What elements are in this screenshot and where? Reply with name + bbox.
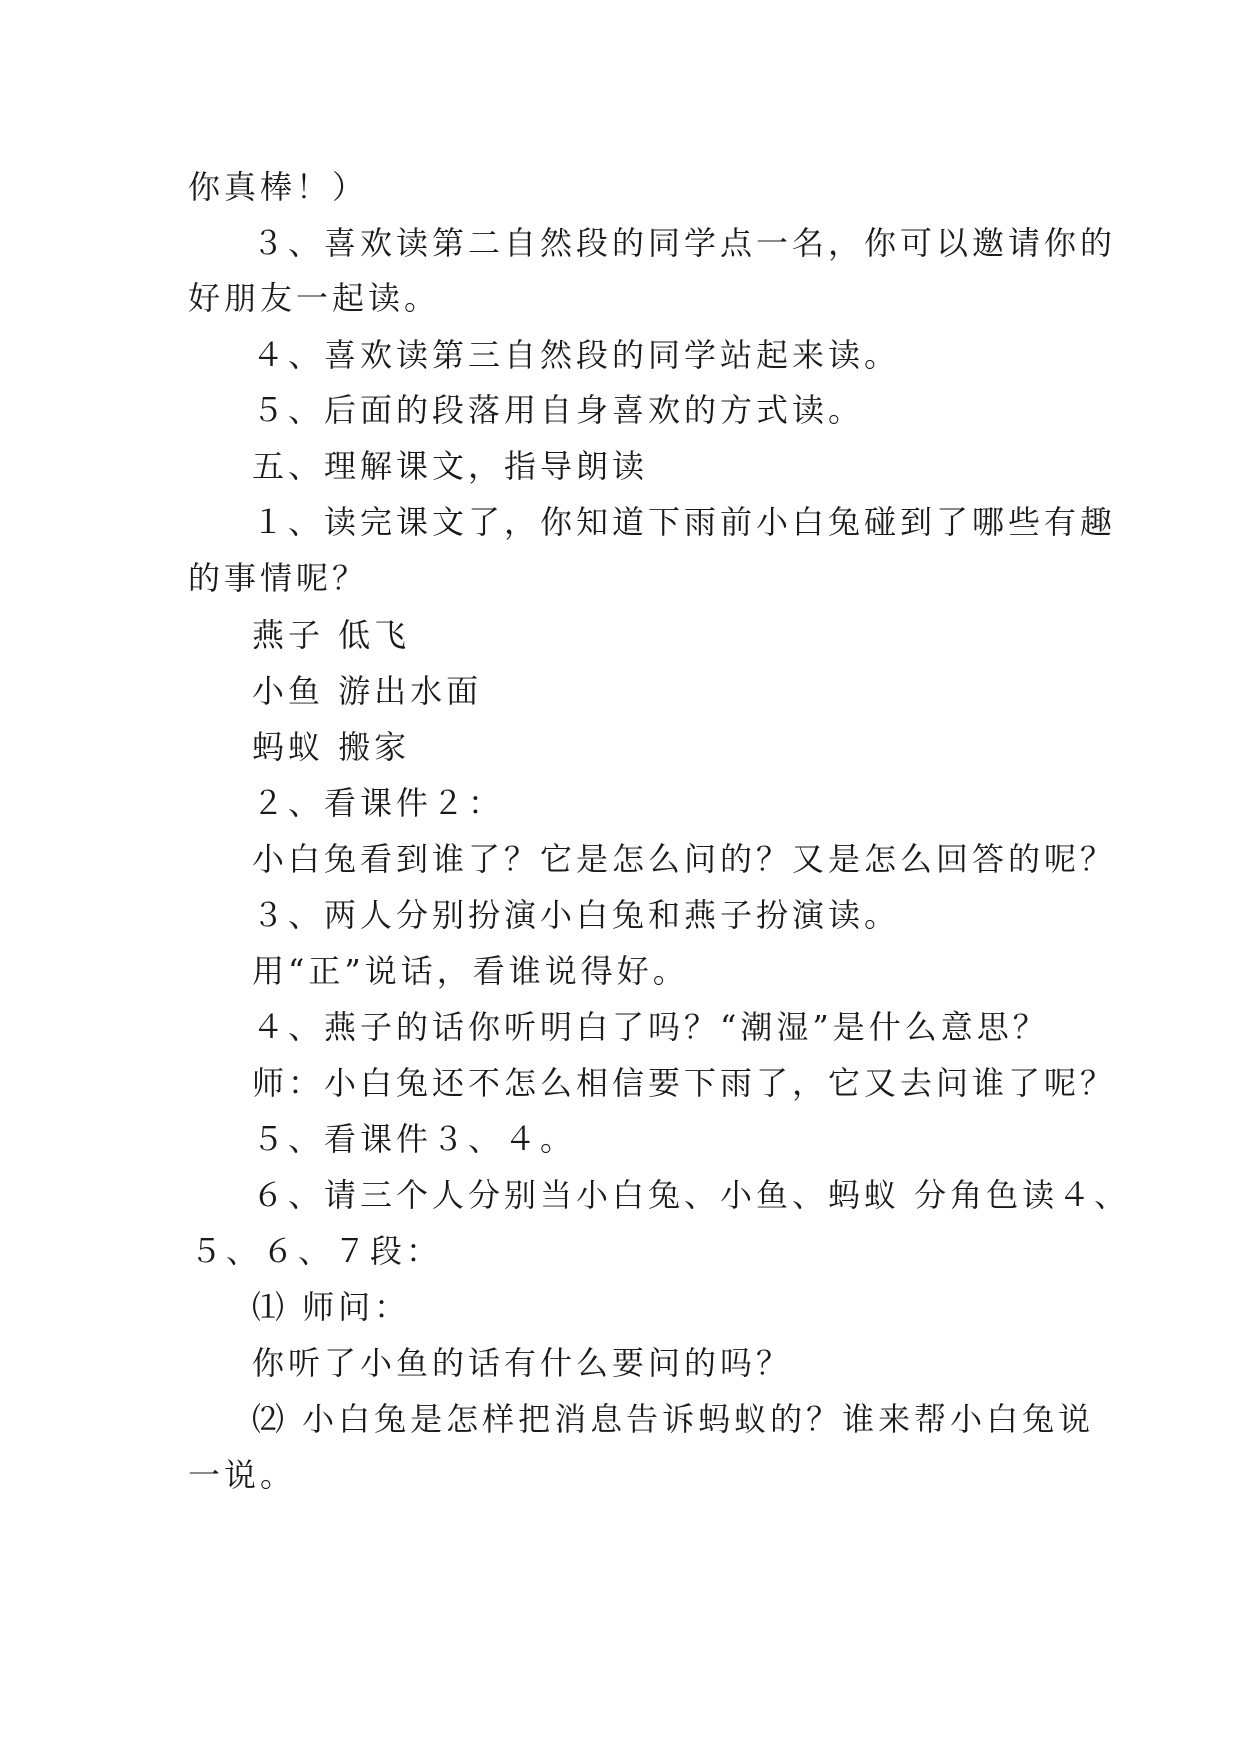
section-heading: 五、理解课文，指导朗读 — [252, 447, 649, 485]
text-line-23: ⑵ 小白兔是怎样把消息告诉蚂蚁的？谁来帮小白兔说 — [252, 1400, 1095, 1438]
text-line-13: 小白兔看到谁了？它是怎么问的？又是怎么回答的呢？ — [252, 840, 1117, 878]
text-line-22: 你听了小鱼的话有什么要问的吗？ — [252, 1344, 793, 1382]
text-line-24: 一说。 — [188, 1456, 297, 1494]
text-line-4: ４、喜欢读第三自然段的同学站起来读。 — [252, 336, 901, 374]
text-line-20: ５、６、７段： — [190, 1232, 443, 1270]
text-line-19: ６、请三个人分别当小白兔、小鱼、蚂蚁 分角色读４、 — [252, 1176, 1131, 1214]
text-line-8: 的事情呢？ — [188, 559, 369, 597]
text-line-18: ５、看课件３、４。 — [252, 1120, 577, 1158]
text-line-9: 燕子 低飞 — [252, 616, 411, 654]
text-line-16: ４、燕子的话你听明白了吗？“潮湿”是什么意思？ — [252, 1008, 1049, 1046]
text-line-2: ３、喜欢读第二自然段的同学点一名，你可以邀请你的 — [252, 224, 1117, 262]
text-line-5: ５、后面的段落用自身喜欢的方式读。 — [252, 391, 865, 429]
text-line-12: ２、看课件２： — [252, 784, 505, 822]
text-line-1: 你真棒！） — [188, 168, 369, 206]
text-line-21: ⑴ 师问： — [252, 1288, 411, 1326]
text-line-11: 蚂蚁 搬家 — [252, 728, 411, 766]
text-line-15: 用“正”说话，看谁说得好。 — [252, 952, 689, 990]
text-line-7: １、读完课文了，你知道下雨前小白兔碰到了哪些有趣 — [252, 503, 1117, 541]
text-line-3: 好朋友一起读。 — [188, 279, 441, 317]
text-line-17: 师：小白兔还不怎么相信要下雨了，它又去问谁了呢？ — [252, 1064, 1117, 1102]
text-line-14: ３、两人分别扮演小白兔和燕子扮演读。 — [252, 896, 901, 934]
text-line-10: 小鱼 游出水面 — [252, 672, 483, 710]
